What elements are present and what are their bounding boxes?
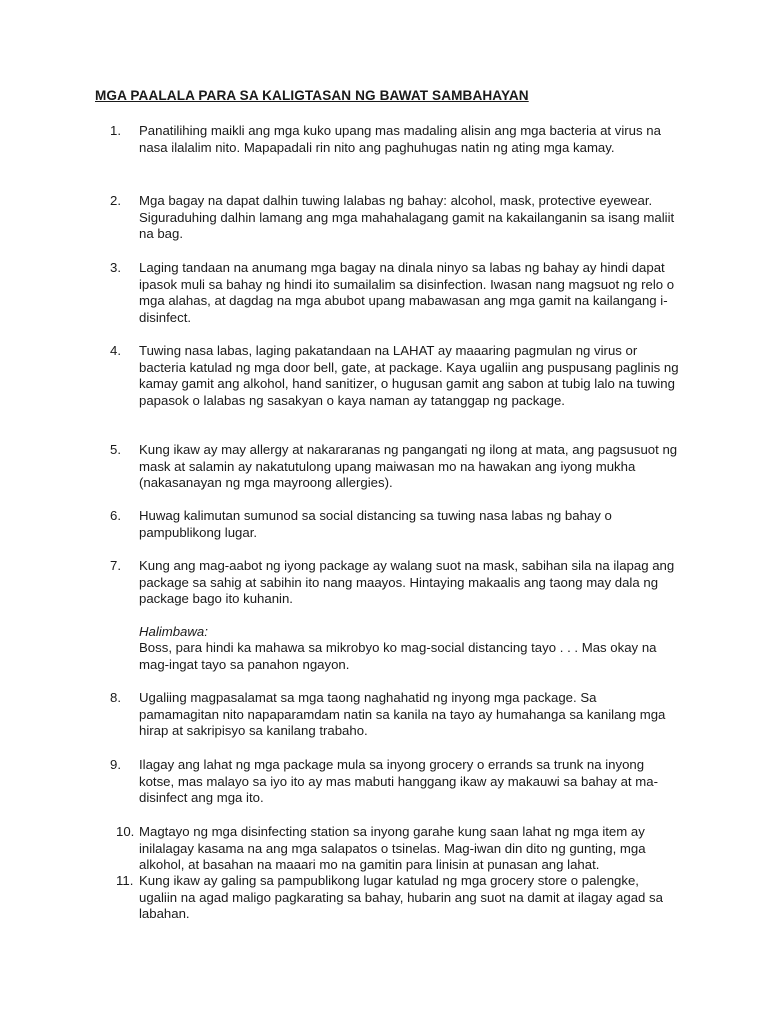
item-body: Kung ang mag-aabot ng iyong package ay walang suot na mask, sabihan sila na ilapag ang package sa sahig at sabihin ito nang maayos. Hintaying makaalis ang taong may dala ng package bago ito kuhanin.: [139, 558, 675, 607]
item-text: Kung ikaw ay may allergy at nakararanas ng pangangati ng ilong at mata, ang pagsusuot ng mask at salamin ay nakatutulong upang maiwasan mo na hawakan ang iyong mukha (nakasanayan ng mga mayroong allergies).: [139, 442, 678, 491]
item-text: Tuwing nasa labas, laging pakatandaan na LAHAT ay maaaring pagmulan ng virus or bacteria katulad ng mga door bell, gate, at package. Kaya ugaliin ang puspusang paglinis ng kamay gamit ang alkohol, hand sanitizer, o hugusan gamit ang sabon at tubig lalo na tuwing papasok o lalabas ng sasakyan o kaya naman ay tatanggap ng package.: [139, 343, 679, 408]
item-number: 11.: [116, 873, 134, 888]
item-number: 4.: [110, 343, 121, 358]
spacer: [139, 608, 679, 624]
item-number: 7.: [110, 558, 121, 573]
item-text: Magtayo ng mga disinfecting station sa inyong garahe kung saan lahat ng mga item ay inilalagay kasama na ang mga salapatos o tsinelas. Mag-iwan din dito ng gunting, mga alkohol, at basahan na maaari mo na gamitin para linisin at punasan ang lahat.: [139, 824, 646, 873]
item-text: [139, 558, 679, 674]
item-text: Mga bagay na dapat dalhin tuwing lalabas ng bahay: alcohol, mask, protective eyewear. Siguraduhing dalhin lamang ang mga mahahalagang gamit na kakailanganin sa isang maliit na bag.: [139, 193, 675, 242]
item-text: Panatilihing maikli ang mga kuko upang mas madaling alisin ang mga bacteria at virus na nasa ilalalim nito. Mapapadali rin nito ang paghuhugas natin ng ating mga kamay.: [139, 123, 661, 155]
item-text: Huwag kalimutan sumunod sa social distancing sa tuwing nasa labas ng bahay o pampublikong lugar.: [139, 508, 612, 540]
item-number: 3.: [110, 260, 121, 275]
item-text: Kung ikaw ay galing sa pampublikong lugar katulad ng mga grocery store o palengke, ugaliin na agad maligo pagkarating sa bahay, hubarin ang suot na damit at ilagay agad sa labahan.: [139, 873, 663, 922]
item-number: 5.: [110, 442, 121, 457]
example-text: Boss, para hindi ka mahawa sa mikrobyo ko mag-social distancing tayo . . . Mas okay na mag-ingat tayo sa panahon ngayon.: [139, 640, 657, 672]
item-number: 1.: [110, 123, 121, 138]
item-text: Ugaliing magpasalamat sa mga taong naghahatid ng inyong mga package. Sa pamamagitan nito napaparamdam natin sa kanila na tayo ay humahanga sa kanilang mga hirap at sakripisyo sa kanilang trabaho.: [139, 690, 666, 739]
document-title: MGA PAALALA PARA SA KALIGTASAN NG BAWAT SAMBAHAYAN: [95, 88, 529, 103]
item-text: Ilagay ang lahat ng mga package mula sa inyong grocery o errands sa trunk na inyong kotse, mas malayo sa iyo ito ay mas mabuti hanggang ikaw ay makauwi sa bahay at ma-disinfect ang mga ito.: [139, 757, 658, 806]
item-text: Laging tandaan na anumang mga bagay na dinala ninyo sa labas ng bahay ay hindi dapat ipasok muli sa bahay ng hindi ito sumailalim sa disinfection. Iwasan nang magsuot ng relo o mga alahas, at dagdag na mga abubot upang mabawasan ang mga gamit na kailangang i-disinfect.: [139, 260, 675, 325]
item-number: 6.: [110, 508, 121, 523]
example-label: Halimbawa:: [139, 623, 208, 639]
item-number: 2.: [110, 193, 121, 208]
item-number: 10.: [116, 824, 135, 839]
item-number: 8.: [110, 690, 121, 705]
item-number: 9.: [110, 757, 121, 772]
